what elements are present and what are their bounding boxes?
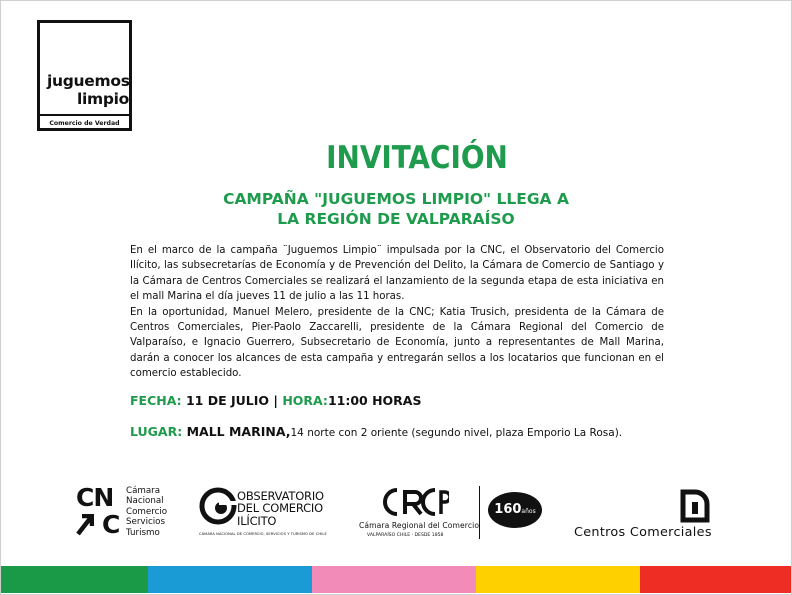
cnc-line-2: Nacional xyxy=(126,496,164,507)
logo-subtitle: Comercio de Verdad xyxy=(49,120,120,127)
subtitle-line1: CAMPAÑA "JUGUEMOS LIMPIO" LLEGA A xyxy=(223,190,569,208)
cnc-letters-bottom-wrap xyxy=(76,511,119,538)
centros-comerciales-icon xyxy=(678,488,712,524)
body-paragraph-2: En la oportunidad, Manuel Melero, presidente de la CNC; Katia Trusich, presidenta de la Cámara de Centros Comerciales, Pier-Paolo Zaccarelli, presidente de la Cámara Regional del Comercio de Valparaíso, e Ignacio Guerrero, Subsecretario de Economía, junto a representantes de Mall Marina, darán a conocer los alcances de esta campaña y entregarán sellos a los locatarios que funcionan en el comercio establecido. xyxy=(130,306,664,380)
logo-title-line2: limpio xyxy=(77,90,130,108)
color-bar-green xyxy=(1,566,148,593)
color-bar-yellow xyxy=(476,566,640,593)
invitation-body xyxy=(130,243,664,382)
observatorio-name xyxy=(237,490,324,527)
fecha-value: 11 DE JULIO | xyxy=(181,393,283,408)
color-bar-blue xyxy=(148,566,312,593)
observatorio-caption: CÁMARA NACIONAL DE COMERCIO, SERVICIOS Y TURISMO DE CHILE xyxy=(199,532,327,536)
cnc-line-5: Turismo xyxy=(126,527,160,538)
lugar-value: MALL MARINA, xyxy=(182,424,291,439)
hora-label: HORA: xyxy=(282,393,328,408)
subtitle-line2: LA REGIÓN DE VALPARAÍSO xyxy=(277,210,515,228)
color-bar-red xyxy=(640,566,791,593)
cnc-letters-top: CN xyxy=(76,483,114,512)
cnc-line-3: Comercio xyxy=(126,506,168,517)
camara-regional-name: Cámara Regional del Comercio xyxy=(359,521,480,530)
juguemos-limpio-logo xyxy=(37,20,132,131)
fecha-label: FECHA: xyxy=(130,393,182,408)
location-row xyxy=(130,424,622,439)
centros-comerciales-label: Centros Comerciales xyxy=(574,525,712,540)
color-bar-pink xyxy=(312,566,476,593)
crcp-monogram-icon xyxy=(383,486,449,518)
anniversary-number: 160 xyxy=(494,502,522,517)
logo-title-line1: juguemos xyxy=(47,72,130,90)
cnc-letter-c: C xyxy=(102,510,120,539)
observatorio-line-3: ILÍCITO xyxy=(237,513,277,528)
observatorio-line-1: OBSERVATORIO xyxy=(237,489,324,503)
cnc-arrow-icon xyxy=(76,514,94,536)
lugar-detail: 14 norte con 2 oriente (segundo nivel, plaza Emporio La Rosa). xyxy=(290,427,623,439)
logo-divider xyxy=(40,114,129,116)
invitation-subtitle xyxy=(0,189,792,229)
logo-title xyxy=(47,72,130,108)
lugar-label: LUGAR: xyxy=(130,424,183,439)
cnc-line-1: Cámara xyxy=(126,486,161,496)
cnc-line-4: Servicios xyxy=(126,517,166,528)
date-time-row xyxy=(130,393,421,408)
anniversary-badge xyxy=(488,492,542,528)
observatorio-eye-icon xyxy=(199,487,237,525)
observatorio-line-2: DEL COMERCIO xyxy=(237,501,323,516)
cnc-logo-mark xyxy=(76,484,119,538)
cnc-name xyxy=(126,486,167,538)
invitation-title: INVITACIÓN xyxy=(326,140,508,176)
camara-regional-caption: VALPARAÍSO CHILE · DESDE 1858 xyxy=(367,533,444,538)
anniversary-suffix: años xyxy=(521,508,536,515)
body-paragraph-1: En el marco de la campaña ¨Juguemos Limpio¨ impulsada por la CNC, el Observatorio del Comercio Ilícito, las subsecretarías de Economía y de Prevención del Delito, la Cámara de Comercio de Santiago y la Cámara de Centros Comerciales se realizará el lanzamiento de la segunda etapa de esta iniciativa en el mall Marina el día jueves 11 de julio a las 11 horas. xyxy=(130,245,664,303)
sponsor-divider xyxy=(479,486,480,539)
hora-value: 11:00 HORAS xyxy=(327,393,422,408)
